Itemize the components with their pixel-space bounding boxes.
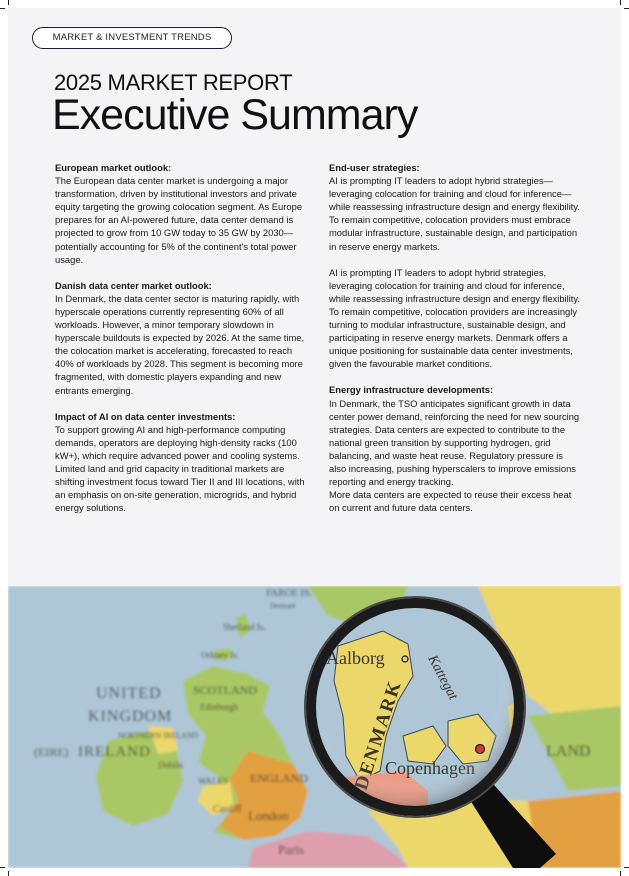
map-label-shetland: Shetland Is. — [223, 622, 266, 632]
map-label-scotland: SCOTLAND — [193, 683, 258, 697]
report-kicker: 2025 MARKET REPORT — [54, 70, 293, 95]
block-body: The European data center market is undergoing a major transformation, driven by institutional investors and private equity targeting the growing colocation segment. As Europe prepares for an AI-powered future, data center demand is projected to grow from 10 GW today to 35 GW by 2030—potentially accounting for 5% of the continent's total power usage. — [55, 175, 303, 265]
left-column — [55, 161, 305, 527]
report-page — [8, 8, 621, 868]
block-body-extra: More data centers are expected to reuse their excess heat on current and future data centers. — [329, 489, 572, 514]
map-label-northern-ireland: NORTHERN IRELAND — [118, 731, 199, 740]
block-body: AI is prompting IT leaders to adopt hybrid strategies—leveraging colocation for training and cloud for inference—while reassessing infrastructure design and energy flexibility. To remain competitive, colocation providers must embrace modular infrastructure, sustainable design, and participation in reserve energy markets. — [329, 175, 580, 252]
block-body: In Denmark, the TSO anticipates significant growth in data center power demand, reinforcing the need for new sourcing strategies. Data centers are expected to contribute to the national green transition by supporting hydrogen, grid balancing, and waste heat reuse. Regulatory pressure is also increasing, pushing hyperscalers to improve emissions reporting and energy tracking. — [329, 397, 580, 488]
map-label-cardiff: Cardiff — [213, 804, 242, 815]
map-label-paris: Paris — [278, 842, 304, 857]
block-heading: End-user strategies: — [329, 162, 420, 173]
map-label-eire: (EIRE) — [34, 745, 69, 759]
map-label-england: ENGLAND — [250, 771, 308, 785]
right-column — [329, 161, 581, 527]
block-body: In Denmark, the data center sector is maturing rapidly, with hyperscale operations currently representing 60% of all workloads. However, a minor temporary slowdown in hyperscale buildouts is expected by 2026. At the same time, the colocation market is accelerating, forecasted to reach 40% of workloads by 2028. This segment is becoming more fragmented, with domestic players expanding and new entrants emerging. — [55, 292, 305, 396]
ai-impact-block — [55, 410, 305, 515]
section-tag: MARKET & INVESTMENT TRENDS — [32, 27, 232, 49]
page-title: Executive Summary — [52, 91, 418, 139]
block-heading: Energy infrastructure developments: — [329, 384, 494, 396]
map-label-united: UNITED — [96, 685, 162, 702]
block-body: AI is prompting IT leaders to adopt hybrid strategies, leveraging colocation for training and cloud for inference, while reassessing infrastructure design and energy flexibility. To remain competitive, colocation providers are increasingly turning to modular infrastructure, sustainable design, and participating in reserve energy markets. Denmark offers a unique positioning for sustainable data center investments, given the favourable market conditions. — [329, 266, 580, 370]
energy-infrastructure-block — [329, 383, 581, 514]
map-label-ireland: IRELAND — [78, 744, 151, 760]
map-label-faroe-sub: Denmark — [270, 602, 297, 610]
block-body: To support growing AI and high-performance computing demands, operators are deploying high-density racks (100 kW+), which require advanced power and cooling systems. Limited land and grid capacity in traditional markets are shifting investment focus toward Tier II and III locations, with an emphasis on on-site generation, microgrids, and hybrid energy solutions. — [55, 423, 305, 514]
end-user-block — [329, 161, 581, 253]
magnified-map-illustration — [8, 586, 621, 868]
map-label-edinburgh: Edinburgh — [200, 702, 238, 712]
map-label-faroe: FAROE IS. — [266, 588, 312, 599]
map-label-dublin: Dublin — [158, 760, 184, 770]
map-label-kingdom: KINGDOM — [88, 708, 173, 725]
map-label-orkney: Orkney Is. — [201, 650, 239, 660]
european-outlook-block — [55, 161, 305, 266]
map-label-wales: WALES — [198, 776, 228, 786]
block-heading: Impact of AI on data center investments: — [55, 410, 236, 422]
map-image — [8, 586, 621, 868]
block-heading: Danish data center market outlook: — [55, 279, 212, 291]
danish-outlook-block — [55, 279, 305, 397]
hybrid-strategy-block — [329, 266, 581, 371]
map-label-london: London — [248, 808, 289, 823]
block-heading: European market outlook: — [55, 162, 172, 173]
map-label-land: LAND — [546, 743, 591, 760]
